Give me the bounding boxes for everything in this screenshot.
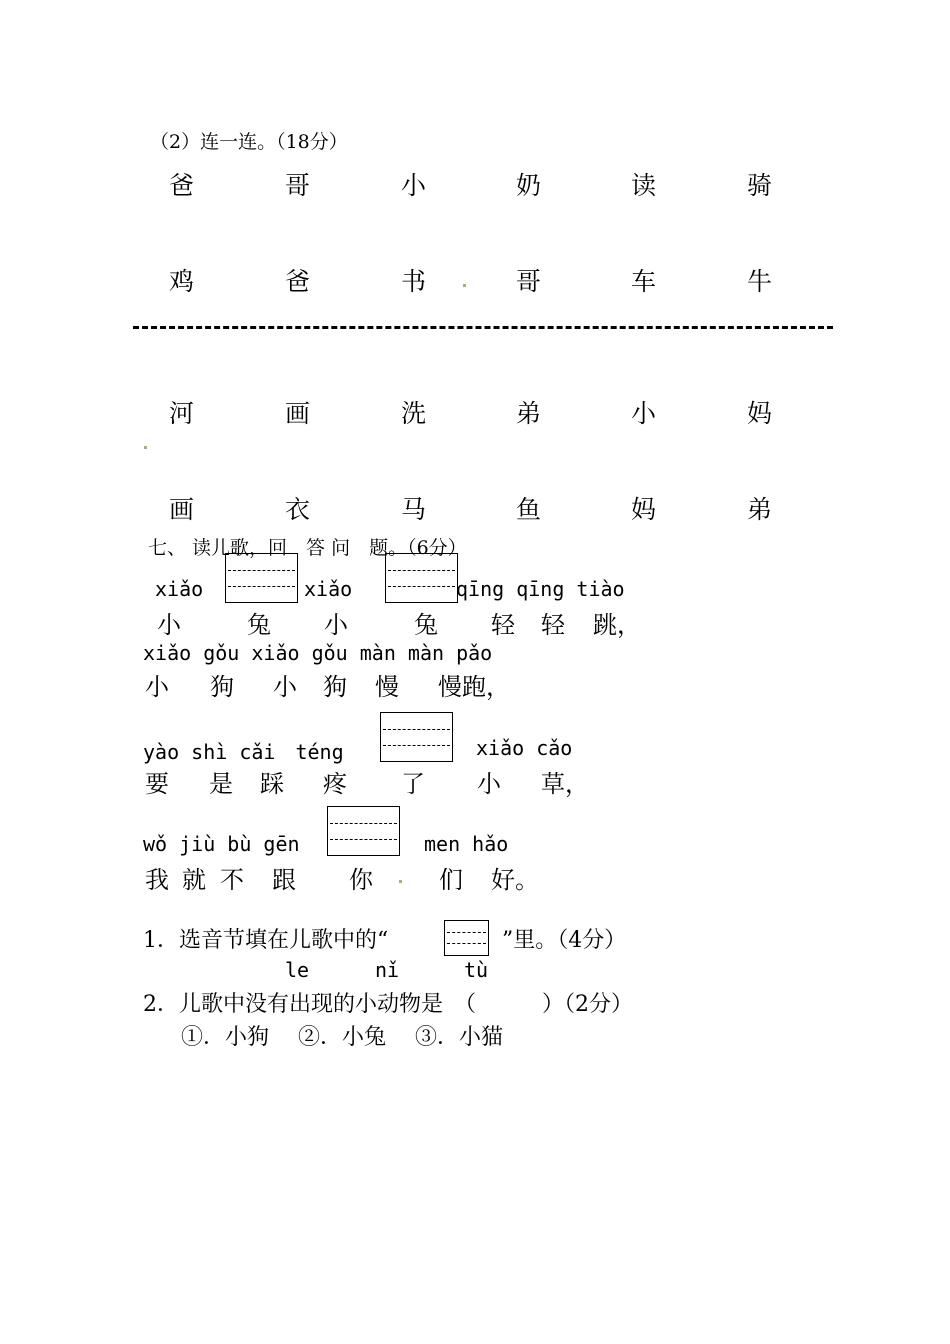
- hanzi: 草，: [541, 770, 589, 798]
- hanzi: 你: [349, 866, 373, 894]
- match-char: 牛: [747, 267, 773, 296]
- match-char: 爸: [169, 171, 195, 200]
- question-1-text-a: 1．选音节填在儿歌中的“: [143, 928, 389, 953]
- pinyin-text: xiǎo: [155, 577, 204, 601]
- speck: [463, 284, 466, 287]
- pinyin-blank-box[interactable]: [225, 553, 298, 603]
- match-char: 弟: [747, 495, 773, 524]
- pinyin-text: qīng qīng tiào: [456, 577, 625, 601]
- hanzi: 是: [209, 770, 233, 798]
- match-char: 鸡: [169, 267, 195, 296]
- match-char: 画: [169, 495, 195, 524]
- match-char: 奶: [516, 171, 542, 200]
- hanzi: 兔: [247, 611, 271, 639]
- speck: [399, 880, 402, 883]
- match-char: 读: [631, 171, 657, 200]
- match-char: 骑: [747, 171, 773, 200]
- hanzi: 小: [477, 770, 501, 798]
- hanzi: 跳，: [593, 611, 641, 639]
- match-char: 妈: [747, 399, 773, 428]
- match-char: 小: [631, 399, 657, 428]
- pinyin-blank-box[interactable]: [380, 712, 453, 762]
- match-char: 哥: [516, 267, 542, 296]
- match-char: 小: [401, 171, 427, 200]
- question-2-options: ①．小狗 ②．小兔 ③．小猫: [181, 1025, 503, 1050]
- hanzi: 就: [182, 866, 206, 894]
- pinyin-text: men hǎo: [424, 832, 509, 856]
- hanzi: 疼: [323, 770, 347, 798]
- match-char: 鱼: [516, 495, 542, 524]
- match-char: 妈: [631, 495, 657, 524]
- match-char: 洗: [401, 399, 427, 428]
- hanzi: 了: [401, 770, 425, 798]
- option-syllable: le: [285, 958, 310, 982]
- section-heading-rhyme: 七、 读儿歌，回 答 问 题。（6分）: [148, 537, 467, 559]
- match-char: 书: [401, 267, 427, 296]
- hanzi: 慢: [375, 673, 399, 701]
- hanzi: 不: [220, 866, 244, 894]
- option-syllable: tù: [464, 958, 489, 982]
- pinyin-blank-box-sample: [444, 920, 489, 956]
- pinyin-text: xiǎo cǎo: [476, 736, 573, 760]
- match-char: 弟: [516, 399, 542, 428]
- hanzi: 狗: [323, 673, 347, 701]
- match-char: 河: [169, 399, 195, 428]
- match-char: 爸: [285, 267, 311, 296]
- hanzi: 要: [145, 770, 169, 798]
- dashed-divider: [133, 326, 833, 329]
- hanzi: 们: [439, 866, 463, 894]
- pinyin-blank-box[interactable]: [385, 553, 458, 603]
- hanzi: 跟: [272, 866, 296, 894]
- hanzi: 小: [324, 611, 348, 639]
- speck: [144, 446, 147, 449]
- hanzi: 兔: [414, 611, 438, 639]
- hanzi: 我: [145, 866, 169, 894]
- match-char: 车: [631, 267, 657, 296]
- match-char: 哥: [285, 171, 311, 200]
- hanzi: 小: [157, 611, 181, 639]
- hanzi: 轻: [541, 611, 565, 639]
- match-char: 马: [401, 495, 427, 524]
- hanzi: 慢跑，: [438, 673, 510, 701]
- hanzi: 小: [145, 673, 169, 701]
- pinyin-text: yào shì cǎi téng: [143, 740, 344, 764]
- pinyin-text: xiǎo: [304, 577, 353, 601]
- hanzi: 好。: [491, 866, 539, 894]
- option-syllable: nǐ: [375, 958, 400, 982]
- question-2-text: 2．儿歌中没有出现的小动物是 （ ）（2分）: [143, 992, 633, 1017]
- question-1-text-b: ”里。（4分）: [502, 928, 627, 953]
- pinyin-blank-box[interactable]: [327, 806, 400, 856]
- hanzi: 小: [273, 673, 297, 701]
- section-heading-matching: （2）连一连。（18分）: [150, 131, 348, 153]
- pinyin-text: wǒ jiù bù gēn: [143, 832, 300, 856]
- match-char: 画: [285, 399, 311, 428]
- pinyin-text: xiǎo gǒu xiǎo gǒu màn màn pǎo: [143, 641, 493, 665]
- hanzi: 狗: [210, 673, 234, 701]
- match-char: 衣: [285, 495, 311, 524]
- hanzi: 轻: [491, 611, 515, 639]
- hanzi: 踩: [260, 770, 284, 798]
